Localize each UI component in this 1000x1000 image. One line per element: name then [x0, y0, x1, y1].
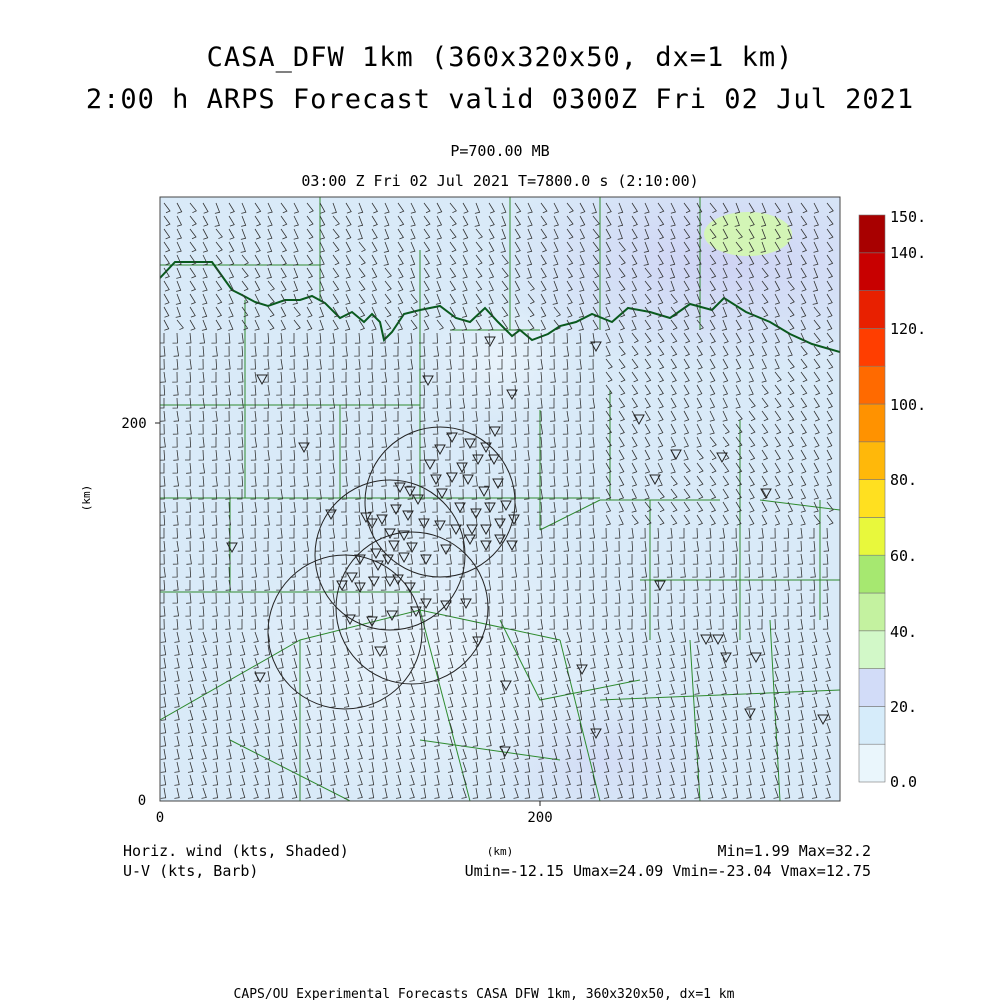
field-description: Horiz. wind (kts, Shaded): [123, 842, 349, 860]
colorbar-label: 150.: [890, 208, 927, 226]
min-max-readout: Min=1.99 Max=32.2: [717, 842, 871, 860]
valid-time-line: 03:00 Z Fri 02 Jul 2021 T=7800.0 s (2:10:00): [301, 172, 699, 190]
colorbar-segment: [859, 555, 885, 593]
colorbar-segment: [859, 669, 885, 707]
barb-description: U-V (kts, Barb): [123, 862, 259, 880]
y-tick-200: 200: [121, 416, 147, 432]
y-tick-0: 0: [137, 793, 147, 809]
title-line-2: 2:00 h ARPS Forecast valid 0300Z Fri 02 Jul 2021: [85, 84, 915, 115]
colorbar-segment: [859, 366, 885, 404]
uv-range-readout: Umin=-12.15 Umax=24.09 Vmin=-23.04 Vmax=12.75: [464, 862, 871, 880]
colorbar-label: 0.0: [890, 773, 918, 791]
x-tick-0: 0: [155, 810, 165, 826]
x-axis-label: (km): [486, 845, 514, 858]
colorbar-labels: [890, 208, 926, 791]
colorbar-label: 60.: [890, 547, 918, 565]
colorbar-segment: [859, 593, 885, 631]
colorbar-segment: [859, 253, 885, 291]
title-line-1: CASA_DFW 1km (360x320x50, dx=1 km): [206, 42, 794, 73]
colorbar: [859, 215, 885, 782]
colorbar-label: 40.: [890, 623, 918, 641]
colorbar-label: 20.: [890, 698, 918, 716]
colorbar-label: 140.: [890, 244, 927, 262]
colorbar-segment: [859, 517, 885, 555]
wind-max-region: [704, 212, 792, 256]
colorbar-segment: [859, 480, 885, 518]
colorbar-label: 120.: [890, 320, 927, 338]
colorbar-segment: [859, 631, 885, 669]
colorbar-label: 100.: [890, 396, 927, 414]
y-axis-label: (km): [80, 484, 93, 512]
colorbar-segment: [859, 404, 885, 442]
colorbar-segment: [859, 744, 885, 782]
colorbar-segment: [859, 215, 885, 253]
colorbar-segment: [859, 328, 885, 366]
pressure-level: P=700.00 MB: [450, 142, 550, 160]
colorbar-label: 80.: [890, 471, 918, 489]
colorbar-segment: [859, 291, 885, 329]
colorbar-segment: [859, 706, 885, 744]
colorbar-segment: [859, 442, 885, 480]
credit-line: CAPS/OU Experimental Forecasts CASA DFW 1km, 360x320x50, dx=1 km: [233, 987, 735, 1000]
x-tick-200: 200: [527, 810, 553, 826]
